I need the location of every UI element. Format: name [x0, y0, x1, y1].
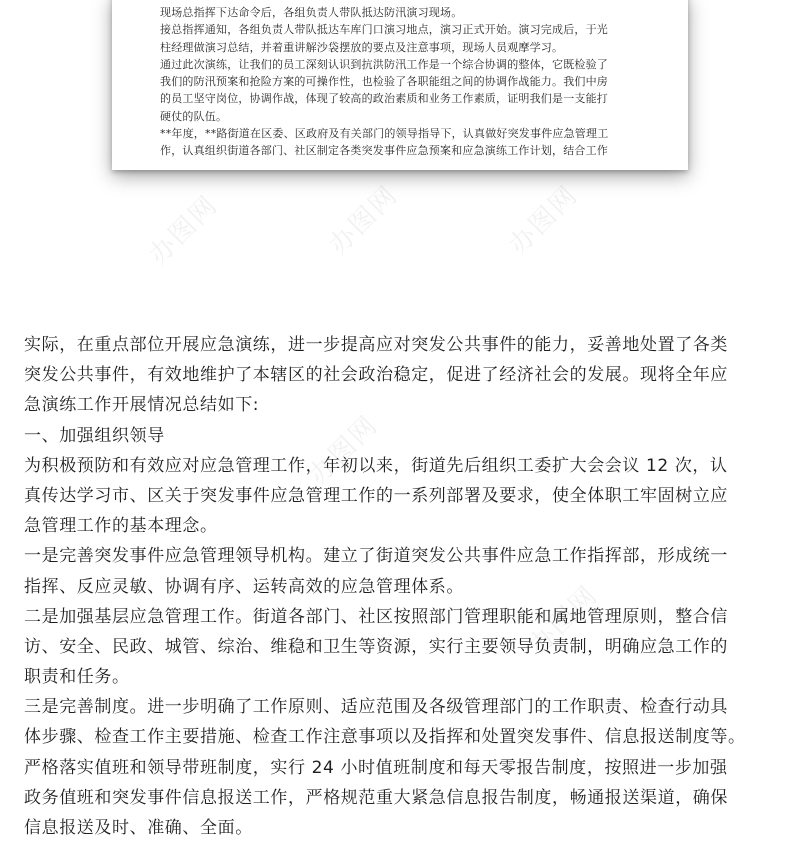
- body-text-line: 一是完善突发事件应急管理领导机构。建立了街道突发公共事件应急工作指挥部，形成统一: [24, 546, 728, 567]
- body-text-line: 指挥、反应灵敏、协调有序、运转高效的应急管理体系。: [24, 576, 464, 597]
- body-text-line: 政务值班和突发事件信息报送工作，严格规范重大紧急信息报告制度，畅通报送渠道，确保: [24, 787, 728, 808]
- card-text-line: 硬仗的队伍。: [160, 109, 228, 123]
- document-preview-text: [160, 4, 660, 160]
- card-text-line: 通过此次演练，让我们的员工深刻认识到抗洪防汛工作是一个综合协调的整体，它既检验了: [160, 57, 608, 71]
- card-text-line: 接总指挥通知，各组负责人带队抵达车库门口演习地点，演习正式开始。演习完成后，于光: [160, 23, 608, 37]
- body-text-line: 真传达学习市、区关于突发事件应急管理工作的一系列部署及要求，使全体职工牢固树立应: [24, 485, 728, 506]
- card-text-line: **年度，**路街道在区委、区政府及有关部门的领导指导下，认真做好突发事件应急管理工: [160, 127, 609, 141]
- body-text-line: 急管理工作的基本理念。: [24, 516, 218, 537]
- body-text-line: 为积极预防和有效应对应急管理工作，年初以来，街道先后组织工委扩大会会议 12 次，认: [24, 455, 728, 476]
- body-text-line: 信息报送及时、准确、全面。: [24, 818, 253, 838]
- watermark: 办图网: [143, 189, 225, 271]
- watermark: 办图网: [503, 179, 585, 261]
- watermark: 办图网: [523, 579, 605, 661]
- card-text-line: 现场总指挥下达命令后，各组负责人带队抵达防汛演习现场。: [160, 6, 463, 19]
- document-body: [24, 330, 784, 843]
- body-text-line: 二是加强基层应急管理工作。街道各部门、社区按照部门管理职能和属地管理原则，整合信: [24, 606, 728, 627]
- body-text-line: 三是完善制度。进一步明确了工作原则、适应范围及各级管理部门的工作职责、检查行动具: [24, 697, 728, 718]
- body-text-line: 突发公共事件，有效地维护了本辖区的社会政治稳定，促进了经济社会的发展。现将全年应: [24, 365, 728, 386]
- card-text-line: 柱经理做演习总结，并着重讲解沙袋摆放的要点及注意事项，现场人员观摩学习。: [160, 40, 564, 54]
- card-text-line: 作，认真组织街道各部门、社区制定各类突发事件应急预案和应急演练工作计划，结合工作: [160, 144, 608, 158]
- document-preview-card: [112, 0, 688, 170]
- body-text-line: 严格落实值班和领导带班制度，实行 24 小时值班制度和每天零报告制度，按照进一步加强: [24, 757, 728, 778]
- card-text-line: 我们的防汛预案和抢险方案的可操作性，也检验了各职能组之间的协调作战能力。我们中房: [160, 75, 608, 89]
- card-text-line: 的员工坚守岗位，协调作战，体现了较高的政治素质和业务工作素质，证明我们是一支能打: [160, 92, 608, 106]
- body-text-line: 急演练工作开展情况总结如下:: [24, 395, 260, 416]
- body-text-line: 访、安全、民政、城管、综治、维稳和卫生等资源，实行主要领导负责制，明确应急工作的: [24, 636, 728, 657]
- watermark: 办图网: [303, 409, 385, 491]
- watermark: 办图网: [323, 179, 405, 261]
- body-text-line: 体步骤、检查工作主要措施、检查工作注意事项以及指挥和处置突发事件、信息报送制度等。: [24, 727, 746, 748]
- body-text-line: 实际，在重点部位开展应急演练，进一步提高应对突发公共事件的能力，妥善地处置了各类: [24, 335, 728, 355]
- body-text-line: 职责和任务。: [24, 667, 130, 688]
- section-heading: 一、加强组织领导: [24, 425, 165, 446]
